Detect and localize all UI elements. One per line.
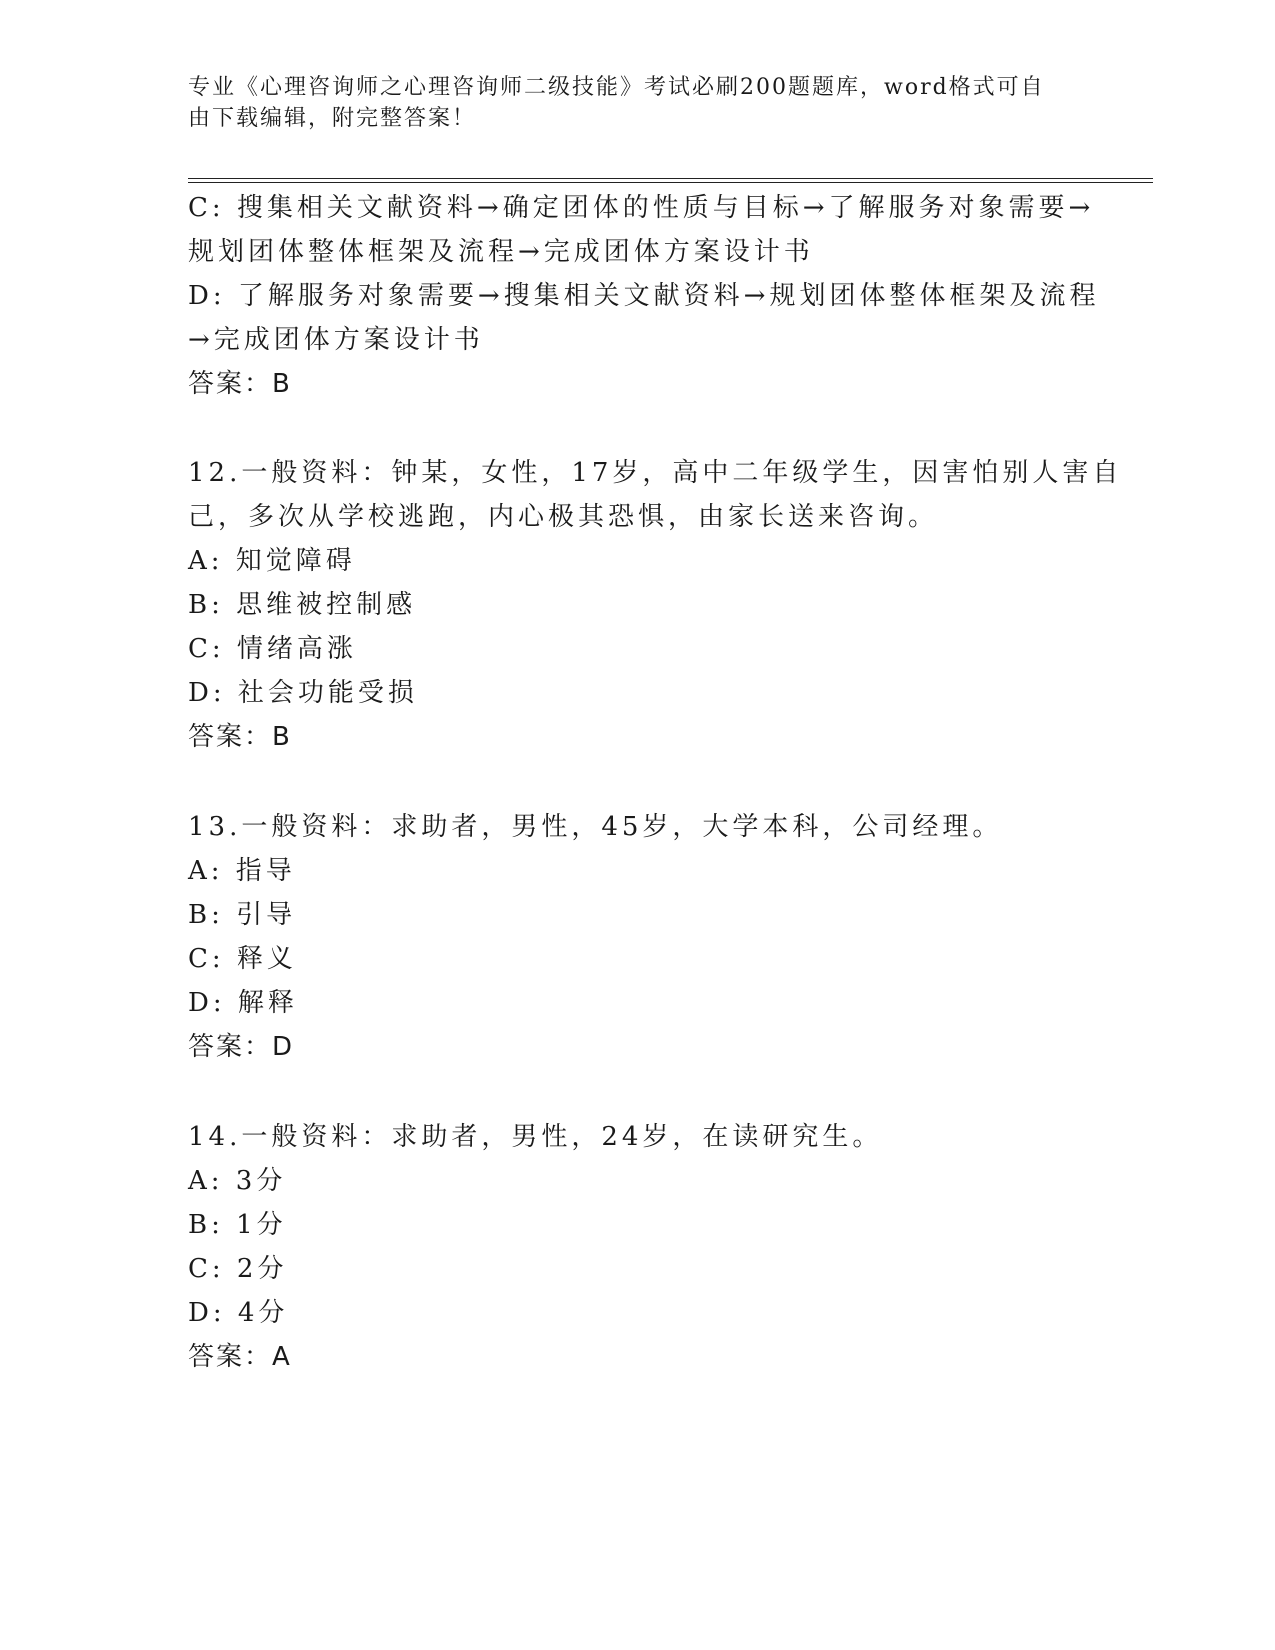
header-line-1: 专业《心理咨询师之心理咨询师二级技能》考试必刷200题题库，word格式可自 [188,75,1045,100]
q12-answer: 答案：B [188,722,292,752]
q13-option-b: B: 引导 [188,900,297,930]
header-divider-top [188,178,1153,179]
q14-option-a: A: 3分 [188,1166,287,1196]
q12-stem-line-2: 己，多次从学校逃跑，内心极其恐惧，由家长送来咨询。 [188,502,939,532]
q14-option-b: B: 1分 [188,1210,287,1240]
q13-answer: 答案：D [188,1032,295,1062]
q14-option-c: C: 2分 [188,1254,288,1284]
q12-option-a: A: 知觉障碍 [188,546,356,576]
header-divider-bottom [188,182,1153,183]
q11-option-d-line-2: →完成团体方案设计书 [188,325,484,355]
q11-option-d-line-1: D: 了解服务对象需要→搜集相关文献资料→规划团体整体框架及流程 [188,281,1100,311]
q14-stem: 14.一般资料：求助者，男性，24岁，在读研究生。 [188,1122,883,1152]
document-header [188,72,1068,134]
q13-stem: 13.一般资料：求助者，男性，45岁，大学本科，公司经理。 [188,812,1003,842]
q14-option-d: D: 4分 [188,1298,289,1328]
q12-option-b: B: 思维被控制感 [188,590,417,620]
q13-option-a: A: 指导 [188,856,296,886]
q12-option-c: C: 情绪高涨 [188,634,357,664]
q12-option-d: D: 社会功能受损 [188,678,418,708]
q13-option-c: C: 释义 [188,944,297,974]
header-line-2: 由下载编辑，附完整答案！ [188,106,477,131]
q14-answer: 答案：A [188,1342,292,1372]
q11-option-c-line-2: 规划团体整体框架及流程→完成团体方案设计书 [188,237,814,267]
q13-option-d: D: 解释 [188,988,298,1018]
q11-option-c-line-1: C: 搜集相关文献资料→确定团体的性质与目标→了解服务对象需要→ [188,193,1095,223]
q12-stem-line-1: 12.一般资料：钟某，女性，17岁，高中二年级学生，因害怕别人害自 [188,458,1123,488]
q11-answer: 答案：B [188,369,292,399]
